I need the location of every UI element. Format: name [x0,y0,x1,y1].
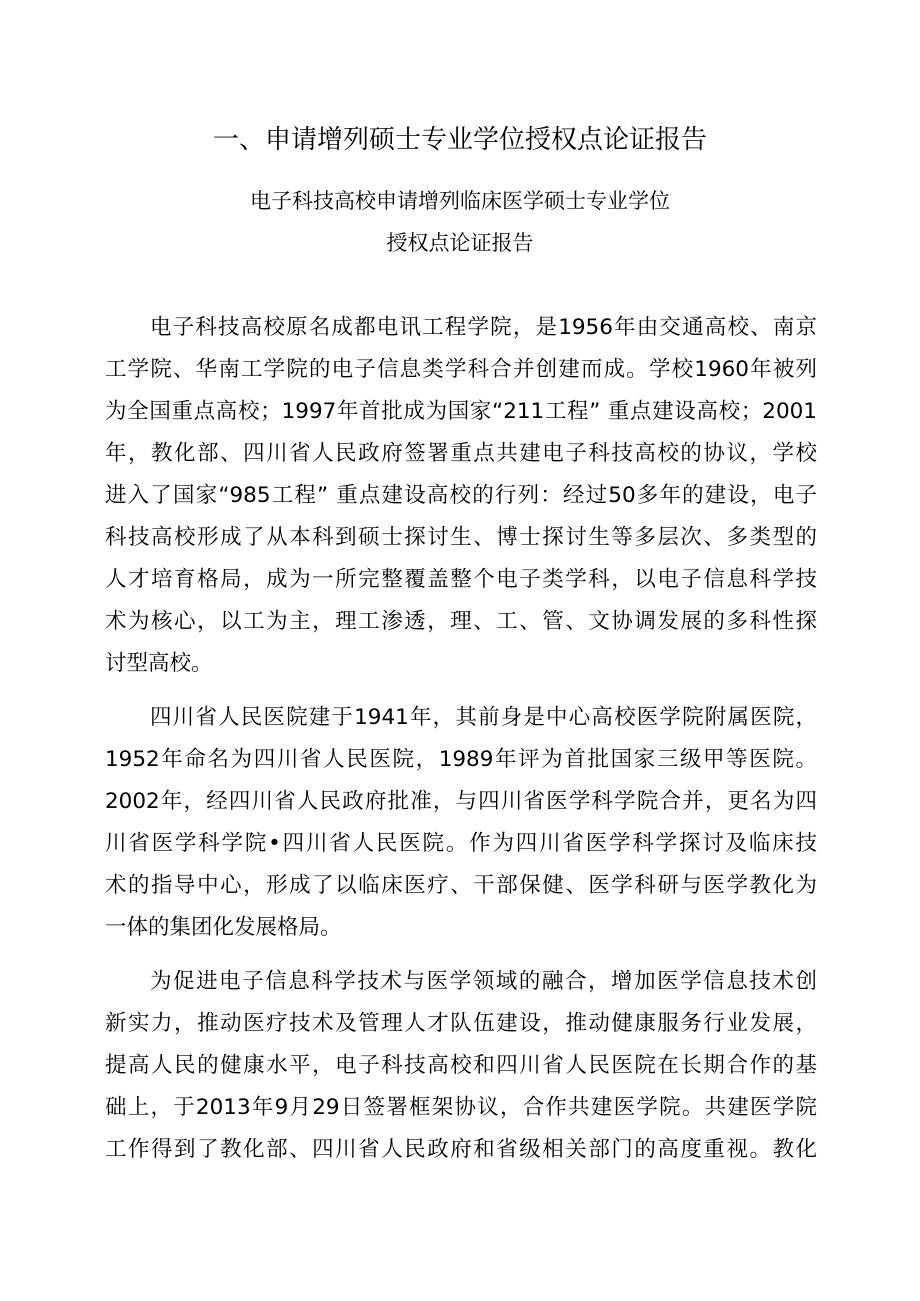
paragraph-3-line-4: 础上，于2013年9月29日签署框架协议，合作共建医学院。共建医学院 [105,1095,817,1120]
paragraph-1-line-5: 进入了国家“985工程” 重点建设高校的行列：经过50多年的建设，电子 [105,483,817,508]
paragraph-2-line-1: 四川省人民医院建于1941年，其前身是中心高校医学院附属医院， [150,705,817,730]
report-title-line-2: 授权点论证报告 [386,231,534,255]
report-title-line-1: 电子科技高校申请增列临床医学硕士专业学位 [250,189,670,213]
paragraph-3-line-5: 工作得到了教化部、四川省人民政府和省级相关部门的高度重视。教化 [105,1137,817,1162]
paragraph-3-line-1: 为促进电子信息科学技术与医学领域的融合，增加医学信息技术创 [150,969,817,994]
paragraph-1-line-7: 人才培育格局，成为一所完整覆盖整个电子类学科，以电子信息科学技 [105,567,817,592]
paragraph-1-line-6: 科技高校形成了从本科到硕士探讨生、博士探讨生等多层次、多类型的 [105,525,817,550]
section-title: 一、申请增列硕士专业学位授权点论证报告 [212,125,707,155]
paragraph-1-line-1: 电子科技高校原名成都电讯工程学院，是1956年由交通高校、南京 [150,315,817,340]
paragraph-1-line-2: 工学院、华南工学院的电子信息类学科合并创建而成。学校1960年被列 [105,357,817,382]
paragraph-3-line-3: 提高人民的健康水平，电子科技高校和四川省人民医院在长期合作的基 [105,1053,817,1078]
paragraph-1-line-4: 年，教化部、四川省人民政府签署重点共建电子科技高校的协议，学校 [105,441,817,466]
paragraph-2-line-2: 1952年命名为四川省人民医院，1989年评为首批国家三级甲等医院。 [105,747,817,772]
paragraph-3-line-2: 新实力，推动医疗技术及管理人才队伍建设，推动健康服务行业发展， [105,1011,817,1036]
paragraph-2-line-4: 川省医学科学院•四川省人民医院。作为四川省医学科学探讨及临床技 [105,831,817,856]
paragraph-1-line-9: 讨型高校。 [105,651,213,676]
paragraph-2-line-3: 2002年，经四川省人民政府批准，与四川省医学科学院合并，更名为四 [105,789,817,814]
paragraph-1-line-3: 为全国重点高校；1997年首批成为国家“211工程” 重点建设高校；2001 [105,399,817,424]
paragraph-2-line-5: 术的指导中心，形成了以临床医疗、干部保健、医学科研与医学教化为 [105,873,817,898]
paragraph-1-line-8: 术为核心，以工为主，理工渗透，理、工、管、文协调发展的多科性探 [105,609,817,634]
paragraph-2-line-6: 一体的集团化发展格局。 [105,915,342,940]
